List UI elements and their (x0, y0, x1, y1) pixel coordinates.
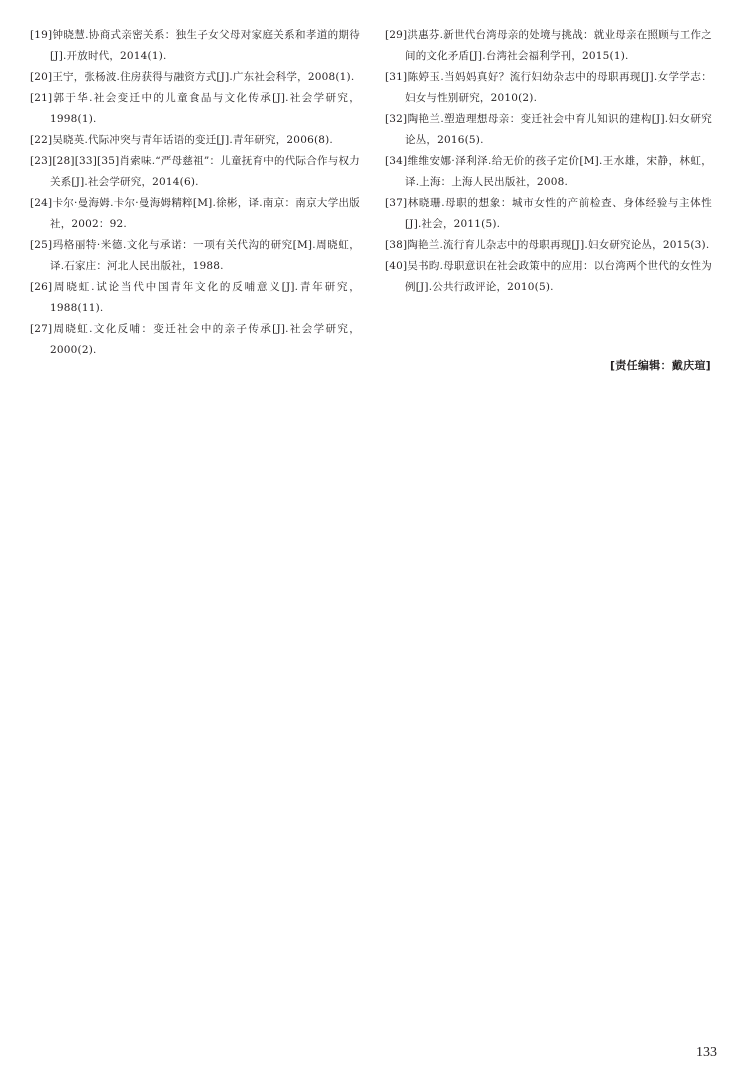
reference-entry: [23][28][33][35]肖索味.“严母慈祖”：儿童抚育中的代际合作与权力关系[J].社会学研究，2014(6). (30, 155, 360, 188)
page-number: 133 (696, 1045, 717, 1060)
responsible-editor-note: [责任编辑：戴庆瑄] (609, 359, 711, 372)
reference-entry: [24]卡尔·曼海姆.卡尔·曼海姆精粹[M].徐彬，译.南京：南京大学出版社，2002：92. (30, 197, 360, 230)
reference-column-left (30, 25, 360, 361)
reference-entry: [32]陶艳兰.塑造理想母亲：变迁社会中育儿知识的建构[J].妇女研究论丛，2016(5). (385, 113, 712, 146)
reference-entry: [20]王宁，张杨波.住房获得与融资方式[J].广东社会科学，2008(1). (30, 71, 355, 83)
reference-entry: [25]玛格丽特·米德.文化与承诺：一项有关代沟的研究[M].周晓虹，译.石家庄：河北人民出版社，1988. (30, 239, 360, 272)
reference-column-right (385, 25, 712, 298)
reference-entry: [40]吴书昀.母职意识在社会政策中的应用：以台湾两个世代的女性为例[J].公共行政评论，2010(5). (385, 260, 712, 293)
reference-entry: [21]郭于华.社会变迁中的儿童食品与文化传承[J].社会学研究，1998(1). (30, 92, 360, 125)
reference-entry: [26]周晓虹.试论当代中国青年文化的反哺意义[J].青年研究，1988(11). (30, 281, 360, 314)
reference-entry: [19]钟晓慧.协商式亲密关系：独生子女父母对家庭关系和孝道的期待[J].开放时代，2014(1). (30, 29, 360, 62)
reference-entry: [34]维维安娜·泽利泽.给无价的孩子定价[M].王水雄，宋静，林虹，译.上海：上海人民出版社，2008. (385, 155, 712, 188)
reference-entry: [27]周晓虹.文化反哺：变迁社会中的亲子传承[J].社会学研究，2000(2). (30, 323, 360, 356)
reference-entry: [38]陶艳兰.流行育儿杂志中的母职再现[J].妇女研究论丛，2015(3). (385, 239, 710, 251)
reference-entry: [29]洪惠芬.新世代台湾母亲的处境与挑战：就业母亲在照顾与工作之间的文化矛盾[J].台湾社会福利学刊，2015(1). (385, 29, 712, 62)
reference-entry: [37]林晓珊.母职的想象：城市女性的产前检查、身体经验与主体性[J].社会，2011(5). (385, 197, 712, 230)
reference-entry: [31]陈婷玉.当妈妈真好？流行妇幼杂志中的母职再现[J].女学学志：妇女与性别研究，2010(2). (385, 71, 712, 104)
reference-entry: [22]吴晓英.代际冲突与青年话语的变迁[J].青年研究，2006(8). (30, 134, 333, 146)
